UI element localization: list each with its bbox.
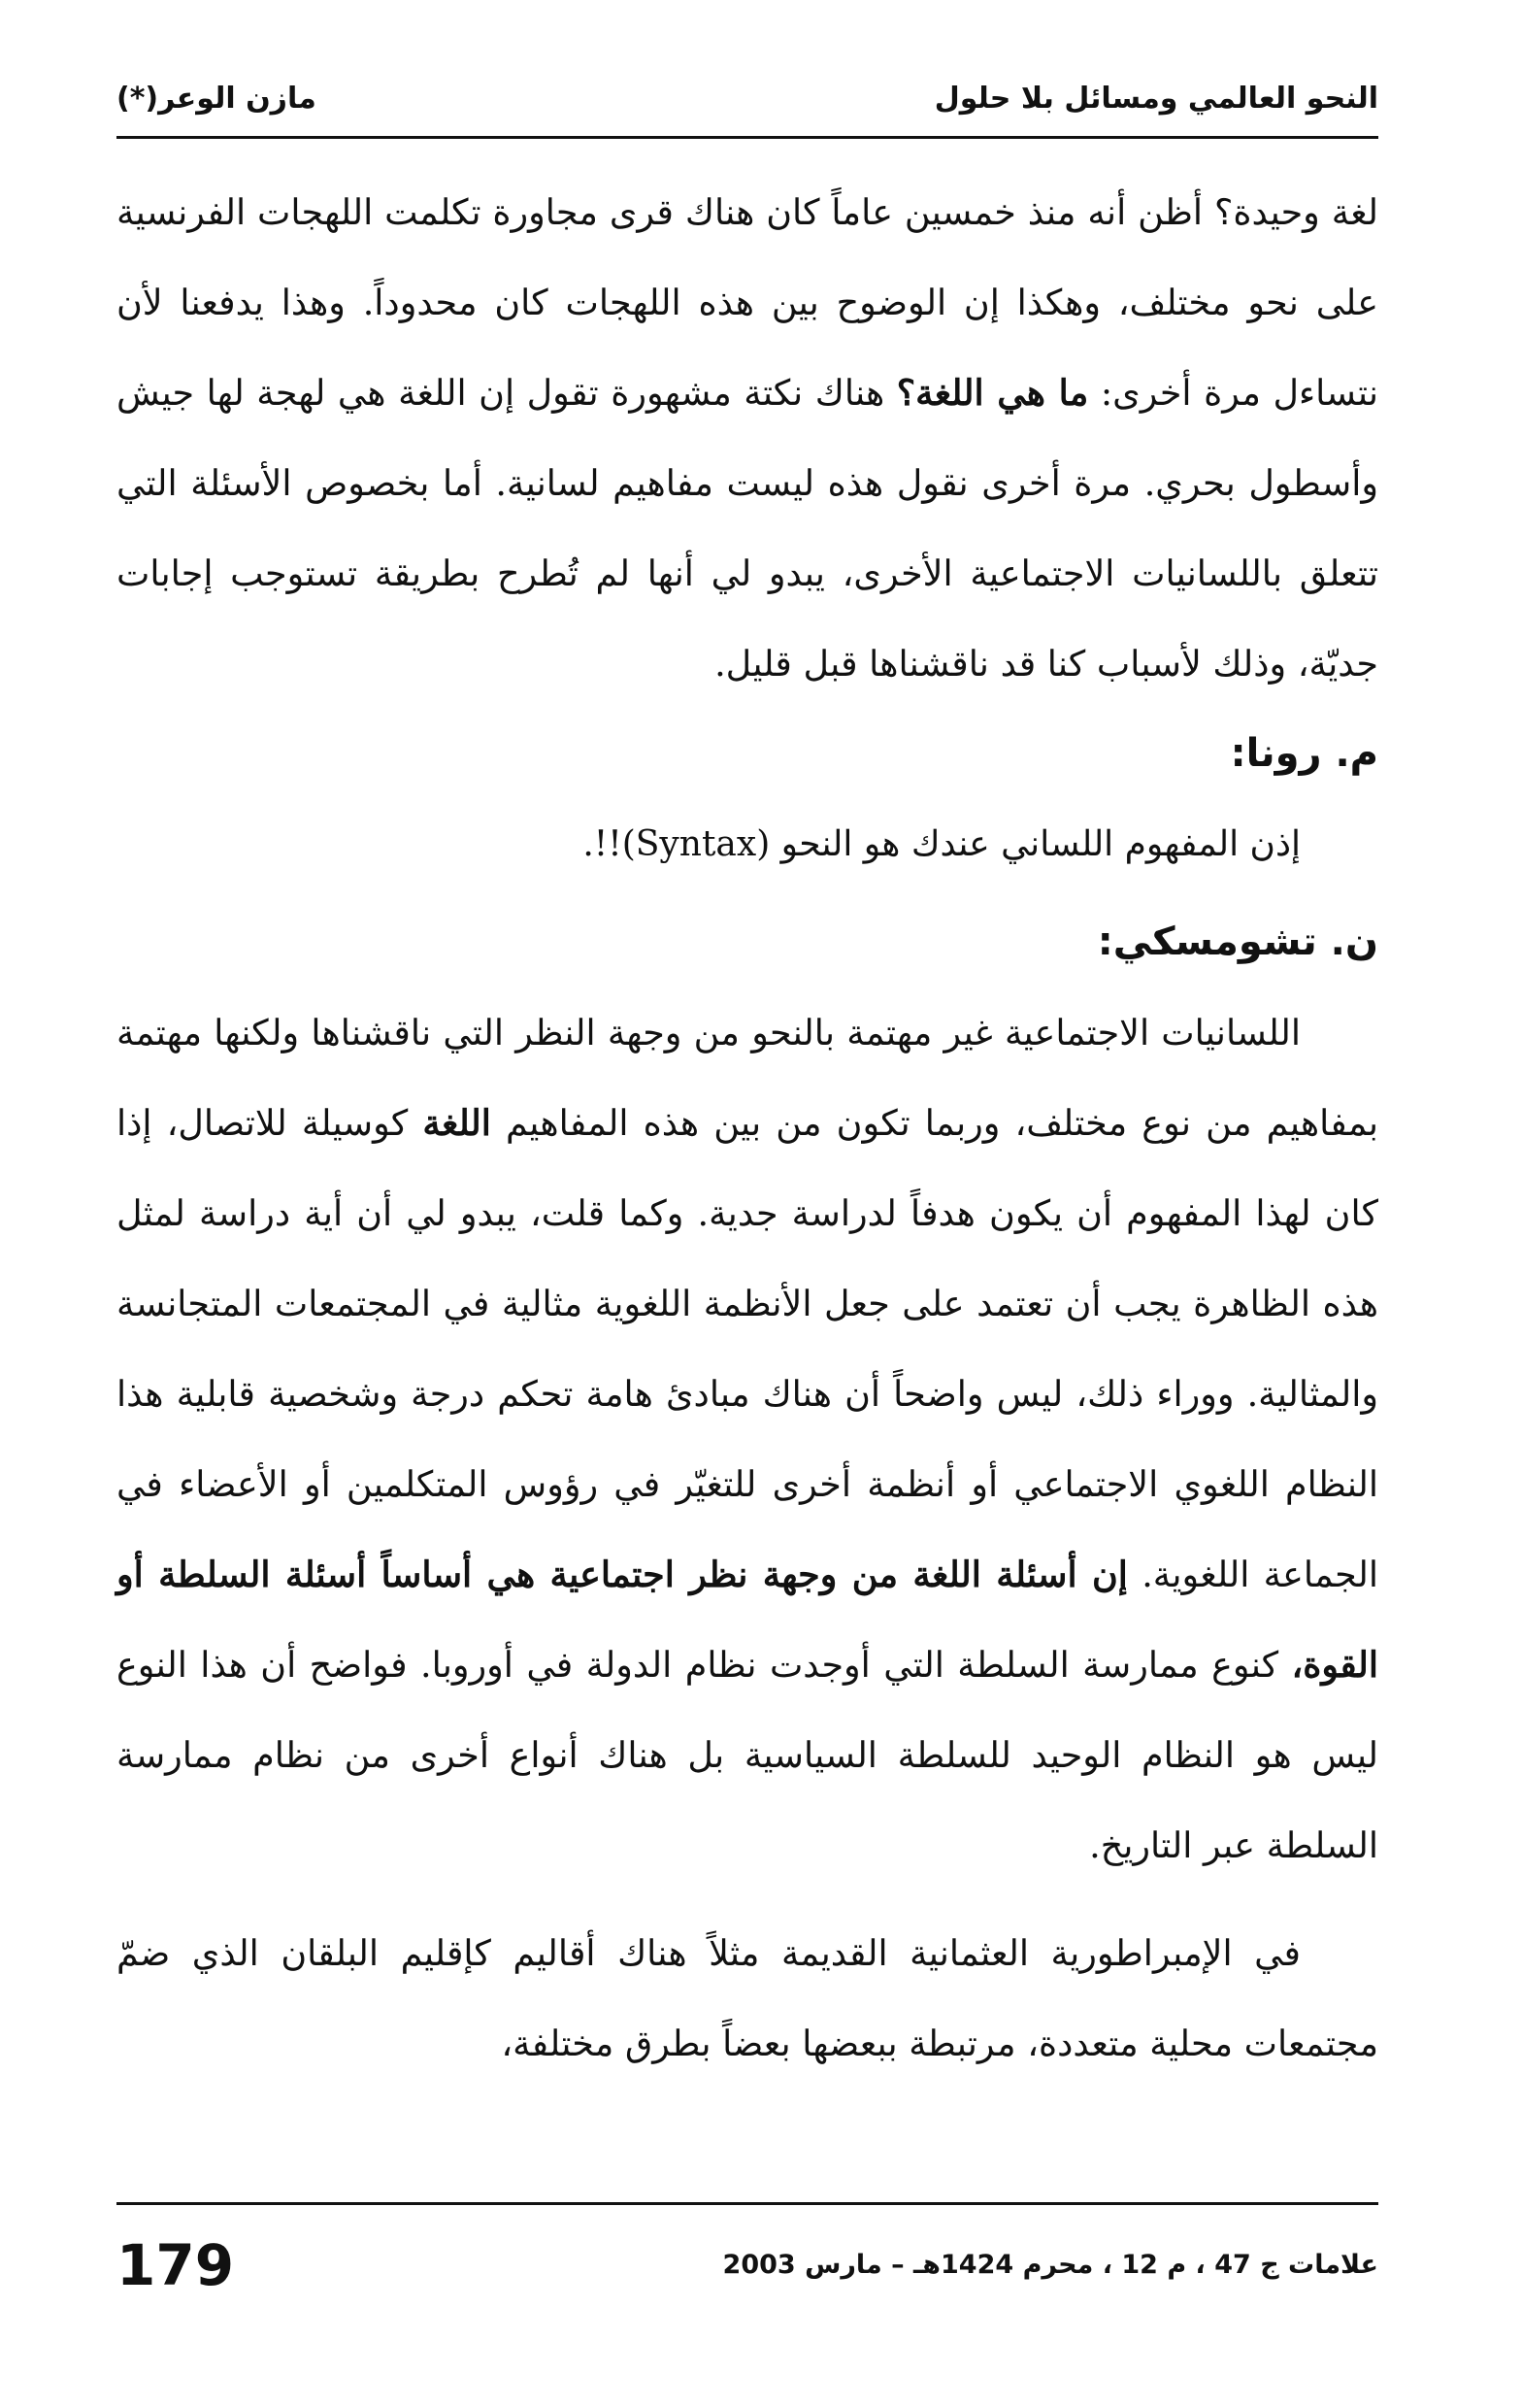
- paragraph-2-text-c: كنوع ممارسة السلطة التي أوجدت نظام الدولة في أوروبا. فواضح أن هذا النوع ليس هو النظام الوحيد للسلطة السياسية بل هناك أنواع أخرى من نظام ممارسة السلطة عبر التاريخ.: [116, 1644, 1378, 1866]
- paragraph-2-bold-language: اللغة: [422, 1102, 491, 1144]
- running-header: [116, 68, 1378, 136]
- paragraph-1-bold-question: ما هي اللغة؟: [896, 372, 1089, 414]
- page-number: 179: [116, 2232, 235, 2298]
- paragraph-3: في الإمبراطورية العثمانية القديمة مثلاً هناك أقاليم كإقليم البلقان الذي ضمّ مجتمعات محلية متعددة، مرتبطة ببعضها بعضاً بطرق مختلفة،: [116, 1932, 1378, 2064]
- paragraph-2: [116, 987, 1378, 1890]
- speaker-rona: م. رونا:: [1230, 731, 1378, 776]
- document-page: [116, 39, 1378, 2369]
- paragraph-2-bold-power: إن أسئلة اللغة من وجهة نظر اجتماعية هي أساساً أسئلة السلطة أو القوة،: [116, 1554, 1378, 1686]
- header-rule: [116, 136, 1378, 139]
- paragraph-2-text-a: اللسانيات الاجتماعية غير مهتمة بالنحو من وجهة النظر التي ناقشناها ولكنها مهتمة بمفاهيم من نوع مختلف، وربما تكون من بين هذه المفاهيم: [116, 1012, 1378, 1144]
- speaker-chomsky: ن. تشومسكي:: [1097, 920, 1378, 964]
- paragraph-1-text-b: هناك نكتة مشهورة تقول إن اللغة هي لهجة لها جيش وأسطول بحري. مرة أخرى نقول هذه ليست مفاهيم لسانية. أما بخصوص الأسئلة التي تتعلق باللسانيات الاجتماعية الأخرى، يبدو لي أنها لم تُطرح بطريقة تستوجب إجابات جديّة، وذلك لأسباب كنا قد ناقشناها قبل قليل.: [116, 372, 1378, 685]
- paragraph-1: [116, 167, 1378, 709]
- question-syntax: إذن المفهوم اللساني عندك هو النحو (Syntax)!!.: [582, 824, 1301, 864]
- running-footer: [116, 2228, 1378, 2296]
- journal-info: علامات ج 47 ، م 12 ، محرم 1424هـ – مارس 2003: [722, 2250, 1378, 2280]
- paragraph-1-text-a: لغة وحيدة؟ أظن أنه منذ خمسين عاماً كان هناك قرى مجاورة تكلمت اللهجات الفرنسية على نحو مختلف، وهكذا إن الوضوح بين هذه اللهجات كان محدوداً. وهذا يدفعنا لأن نتساءل مرة أخرى:: [116, 191, 1378, 414]
- article-title: النحو العالمي ومسائل بلا حلول: [934, 82, 1378, 116]
- author-name: مازن الوعر(*): [116, 82, 316, 116]
- footer-rule: [116, 2202, 1378, 2205]
- paragraph-2-text-b: كوسيلة للاتصال، إذا كان لهذا المفهوم أن يكون هدفاً لدراسة جدية. وكما قلت، يبدو لي أن أية دراسة لمثل هذه الظاهرة يجب أن تعتمد على جعل الأنظمة اللغوية مثالية في المجتمعات المتجانسة والمثالية. ووراء ذلك، ليس واضحاً أن هناك مبادئ هامة تحكم درجة وشخصية قابلية هذا النظام اللغوي الاجتماعي أو أنظمة أخرى للتغيّر في رؤوس المتكلمين أو الأعضاء في الجماعة اللغوية.: [116, 1102, 1378, 1595]
- article-body: [116, 167, 1378, 2089]
